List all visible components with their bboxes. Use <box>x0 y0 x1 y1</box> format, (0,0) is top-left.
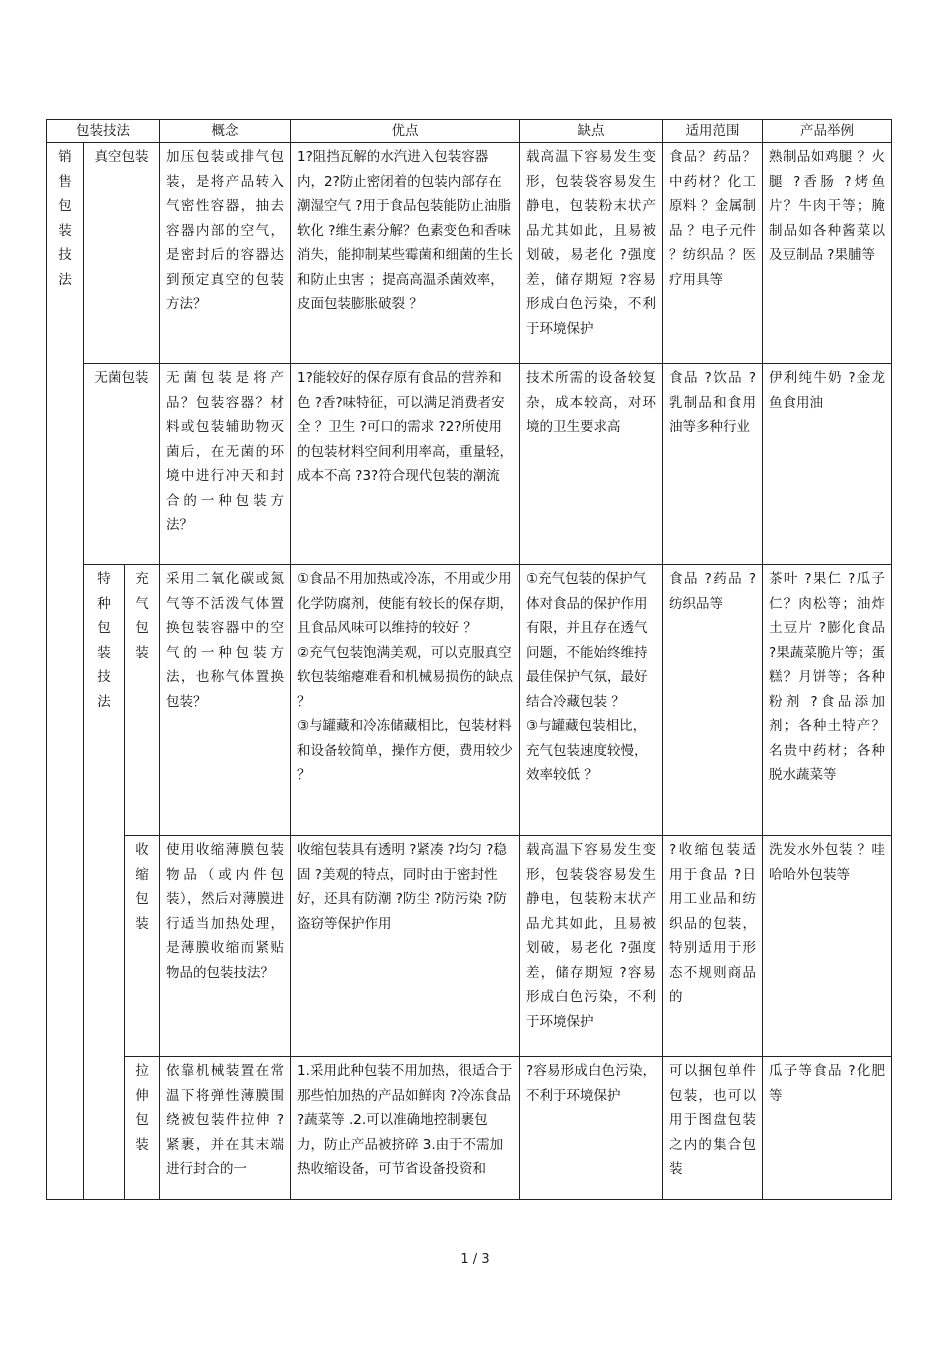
examples-cell: 瓜子等食品 ?化肥等 <box>763 1057 892 1200</box>
advantage-item: ①食品不用加热或冷冻，不用或少用化学防腐剂，使能有较长的保存期，且食品风味可以维持的较好 ？ <box>297 571 513 636</box>
concept-cell: 无菌包装是将产品？包装容器？材料或包装辅助物灭菌后，在无菌的环境中进行冲天和封合的一种包装方法？ <box>160 364 291 565</box>
technique-name-char: 拉 <box>135 1063 149 1079</box>
disadvantages-cell <box>520 565 663 836</box>
table-row <box>47 143 892 364</box>
header-concept: 概念 <box>160 120 291 143</box>
table-row <box>47 364 892 565</box>
disadvantage-item: ③与罐藏包装相比，充气包装速度较慢，效率较低 ？ <box>526 718 648 783</box>
concept-cell: 加压包装或排气包装，是将产品转入气密性容器，抽去容器内部的空气，是密封后的容器达到预定真空的包装方法？ <box>160 143 291 364</box>
technique-name-char: 装 <box>135 644 149 661</box>
header-scope: 适用范围 <box>663 120 763 143</box>
advantages-cell: 1?能较好的保存原有食品的营养和色 ?香?味特征，可以满足消费者安全 ？卫生 ?可口的需求 ?2?所使用的包装材料空间利用率高，重量轻，成本不高 ?3?符合现代包装的潮流 <box>291 364 520 565</box>
advantages-cell: 收缩包装具有透明 ?紧凑 ?均匀 ?稳固 ?美观的特点，同时由于密封性好，还具有防潮 ?防尘 ?防污染 ?防盗窃等保护作用 <box>291 836 520 1057</box>
header-disadvantages: 缺点 <box>520 120 663 143</box>
examples-cell: 洗发水外包装 ？哇哈哈外包装等 <box>763 836 892 1057</box>
header-row <box>47 120 892 143</box>
technique-name-char: 装 <box>135 915 149 932</box>
scope-cell: 食品？药品？中药材？化工原料 ？金属制品 ？电子元件 ？纺织品 ？医疗用具等 <box>663 143 763 364</box>
table-row <box>47 836 892 1057</box>
technique-name <box>125 836 160 1057</box>
scope-cell: 食品 ?药品 ?纺织品等 <box>663 565 763 836</box>
group-label-special-packaging: 特 种 包 装 技 法 <box>84 565 125 1200</box>
technique-name-char: 包 <box>135 891 149 907</box>
advantages-cell <box>291 565 520 836</box>
technique-name-char: 缩 <box>135 866 149 883</box>
technique-name <box>125 1057 160 1200</box>
table-row <box>47 565 892 836</box>
group-label-sales-packaging: 销 售 包 装 技 法 <box>47 143 84 1200</box>
technique-name: 真空包装 <box>84 143 160 364</box>
examples-cell: 伊利纯牛奶 ?金龙鱼食用油 <box>763 364 892 565</box>
disadvantage-item: ①充气包装的保护气体对食品的保护作用有限，并且存在透气问题，不能始终维持最佳保护气氛，最好结合冷藏包装 ？ <box>526 571 648 710</box>
technique-name <box>125 565 160 836</box>
advantage-item: ③与罐藏和冷冻储藏相比，包装材料和设备较简单，操作方便，费用较少 ？ <box>297 718 513 783</box>
examples-cell: 熟制品如鸡腿 ？火腿 ?香肠 ?烤鱼片？牛肉干等；腌制品如各种酱菜以及豆制品 ?果脯等 <box>763 143 892 364</box>
disadvantages-cell: 载高温下容易发生变形，包装袋容易发生静电，包装粉末状产品尤其如此，且易被划破，易老化 ?强度差，储存期短 ?容易形成白色污染，不利于环境保护 <box>520 836 663 1057</box>
header-advantages: 优点 <box>291 120 520 143</box>
examples-cell: 茶叶 ?果仁 ?瓜子仁？肉松等；油炸土豆片 ?膨化食品 ?果蔬菜脆片等；蛋糕？月饼等；各种粉剂 ?食品添加剂；各种土特产？名贵中药材；各种脱水蔬菜等 <box>763 565 892 836</box>
concept-cell: 采用二氧化碳或氮气等不活泼气体置换包装容器中的空气的一种包装方法，也称气体置换包装？ <box>160 565 291 836</box>
packaging-techniques-table <box>46 119 892 1200</box>
disadvantages-cell: ?容易形成白色污染，不利于环境保护 <box>520 1057 663 1200</box>
technique-name-char: 装 <box>135 1136 149 1153</box>
header-technique: 包装技法 <box>47 120 160 143</box>
advantages-cell: 1.采用此种包装不用加热，很适合于那些怕加热的产品如鲜肉 ?冷冻食品 ?蔬菜等 .2.可以准确地控制裹包力，防止产品被挤碎 3.由于不需加热收缩设备，可节省设备投资和 <box>291 1057 520 1200</box>
technique-name-char: 收 <box>135 842 149 858</box>
scope-cell: 可以捆包单件包装，也可以用于图盘包装之内的集合包装 <box>663 1057 763 1200</box>
technique-name-char: 伸 <box>135 1087 149 1104</box>
advantages-cell: 1?阻挡瓦解的水汽进入包装容器内，2?防止密闭着的包装内部存在潮湿空气 ?用于食品包装能防止油脂软化 ?维生素分解？色素变色和香味消失，能抑制某些霉菌和细菌的生长和防止虫害 ；提高高温杀菌效率，皮面包装膨胀破裂 ？ <box>291 143 520 364</box>
concept-cell: 依靠机械装置在常温下将弹性薄膜围绕被包装件拉伸 ?紧裹，并在其末端进行封合的一 <box>160 1057 291 1200</box>
technique-name-char: 充 <box>135 571 149 587</box>
disadvantages-cell: 载高温下容易发生变形，包装袋容易发生静电，包装粉末状产品尤其如此，且易被划破，易老化 ?强度差，储存期短 ?容易形成白色污染，不利于环境保护 <box>520 143 663 364</box>
scope-cell: 食品 ?饮品 ?乳制品和食用油等多种行业 <box>663 364 763 565</box>
technique-name-char: 包 <box>135 620 149 636</box>
disadvantages-cell: 技术所需的设备较复杂，成本较高，对环境的卫生要求高 <box>520 364 663 565</box>
header-examples: 产品举例 <box>763 120 892 143</box>
technique-name: 无菌包装 <box>84 364 160 565</box>
table-row <box>47 1057 892 1200</box>
advantage-item: ②充气包装饱满美观，可以克服真空软包装缩瘪难看和机械易损伤的缺点 ？ <box>297 644 513 710</box>
concept-cell: 使用收缩薄膜包装物品（或内件包装），然后对薄膜进行适当加热处理，是薄膜收缩而紧贴物品的包装技法？ <box>160 836 291 1057</box>
technique-name-char: 气 <box>135 595 149 612</box>
page-number: 1 / 3 <box>460 1252 490 1267</box>
scope-cell: ?收缩包装适用于食品 ?日用工业品和纺织品的包装，特别适用于形态不规则商品的 <box>663 836 763 1057</box>
technique-name-char: 包 <box>135 1112 149 1128</box>
